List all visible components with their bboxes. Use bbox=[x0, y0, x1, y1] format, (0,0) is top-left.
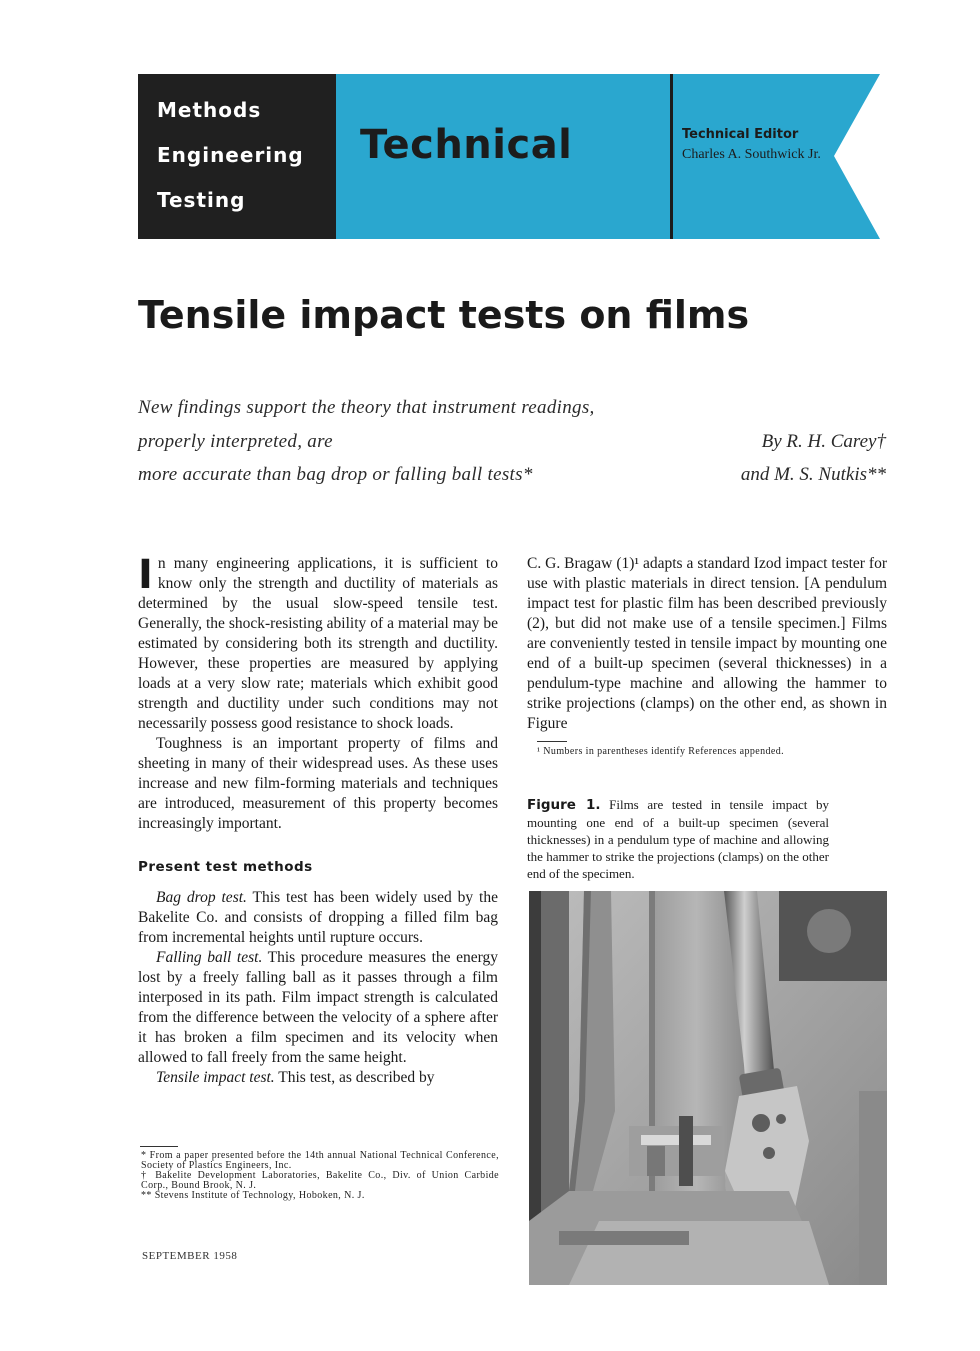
section-banner bbox=[138, 74, 880, 239]
banner-category-testing: Testing bbox=[157, 188, 246, 212]
footnote-paper: * From a paper presented before the 14th annual National Technical Conference, Society of Plastics Engineers, Inc. bbox=[141, 1150, 499, 1171]
banner-category-engineering: Engineering bbox=[157, 143, 304, 167]
page-footer-date: SEPTEMBER 1958 bbox=[142, 1250, 238, 1262]
banner-category-methods: Methods bbox=[157, 98, 262, 122]
figure-caption bbox=[527, 796, 829, 882]
paragraph-falling-ball bbox=[138, 948, 498, 1068]
paragraph-toughness: Toughness is an important property of films and sheeting in many of their widespread uses. As these uses increase and new film-forming materials and techniques are introduced, measurement of this property becomes increasingly important. bbox=[138, 735, 498, 832]
paragraph-bag-drop bbox=[138, 888, 498, 948]
figure-caption-text: Films are tested in tensile impact by mounting one end of a built-up specimen (several thicknesses) in a pendulum type of machine and allowing the hammer to strike the projections (clamps) on the other end of the specimen. bbox=[527, 797, 829, 881]
falling-ball-lead: Falling ball test. bbox=[156, 949, 263, 966]
tensile-impact-lead: Tensile impact test. bbox=[156, 1069, 275, 1086]
right-column bbox=[527, 554, 887, 734]
paragraph-tensile-impact bbox=[138, 1068, 498, 1088]
pendulum-machine-image bbox=[529, 891, 887, 1285]
subtitle-line-1: New findings support the theory that instrument readings, bbox=[138, 397, 595, 418]
paragraph-intro bbox=[138, 554, 498, 734]
byline-line-2: and M. S. Nutkis** bbox=[740, 464, 886, 485]
banner-title: Technical bbox=[360, 122, 573, 168]
editor-label: Technical Editor bbox=[682, 127, 799, 142]
footnotes-left bbox=[141, 1151, 499, 1201]
banner-accent-block bbox=[336, 74, 880, 239]
paragraph-bragaw: C. G. Bragaw (1)¹ adapts a standard Izod impact tester for use with plastic materials in direct tension. [A pendulum impact test for plastic film has been described previously (2), but did not make use of a tensile specimen.] Films are conveniently tested in tensile impact by mounting one end of a built-up specimen (several thicknesses) in a pendulum-type machine and allowing the hammer to strike projections (clamps) on the other end, as shown in Figure bbox=[527, 555, 887, 732]
article-title: Tensile impact tests on films bbox=[138, 293, 750, 337]
footnote-rule-right bbox=[537, 741, 567, 742]
bag-drop-text: This test has been widely used by the Bakelite Co. and consists of dropping a filled film bag from incremental heights until rupture occurs. bbox=[138, 889, 498, 946]
section-heading: Present test methods bbox=[138, 859, 313, 875]
banner-category-block bbox=[138, 74, 336, 239]
left-column bbox=[138, 554, 498, 1088]
editor-name: Charles A. Southwick Jr. bbox=[682, 147, 821, 162]
tensile-impact-text: This test, as described by bbox=[274, 1069, 435, 1086]
drop-cap: I bbox=[138, 552, 153, 598]
paragraph-intro-text: n many engineering applications, it is sufficient to know only the strength and ductility of materials as determined by the usual slow-speed tensile test. Generally, the shock-resisting ability of a material may be estimated by considering both its strength and ductility. However, these properties are measured by applying loads at a very slow rate; materials which exhibit good strength and ductility under such conditions may not necessarily possess good resistance to shock loads. bbox=[138, 555, 498, 732]
figure-label: Figure 1. bbox=[527, 797, 601, 813]
subtitle-line-2: properly interpreted, are bbox=[138, 431, 333, 452]
footnote-references: ¹ Numbers in parentheses identify References appended. bbox=[537, 746, 785, 757]
footnote-stevens: ** Stevens Institute of Technology, Hoboken, N. J. bbox=[141, 1190, 365, 1201]
footnote-rule-left bbox=[140, 1146, 178, 1147]
bag-drop-lead: Bag drop test. bbox=[156, 889, 247, 906]
subtitle-line-3: more accurate than bag drop or falling ball tests* bbox=[138, 464, 533, 485]
banner-divider bbox=[670, 74, 673, 239]
figure-photo bbox=[529, 891, 887, 1285]
falling-ball-text: This procedure measures the energy lost by a freely falling ball as it passes through a film interposed in its path. Film impact strength is calculated from the difference between the velocity of a sphere after it has broken a film specimen and its velocity when allowed to fall freely from the same height. bbox=[138, 949, 498, 1066]
byline-line-1: By R. H. Carey† bbox=[761, 431, 886, 452]
footnote-bakelite: † Bakelite Development Laboratories, Bakelite Co., Div. of Union Carbide Corp., Bound Brook, N. J. bbox=[141, 1170, 499, 1191]
